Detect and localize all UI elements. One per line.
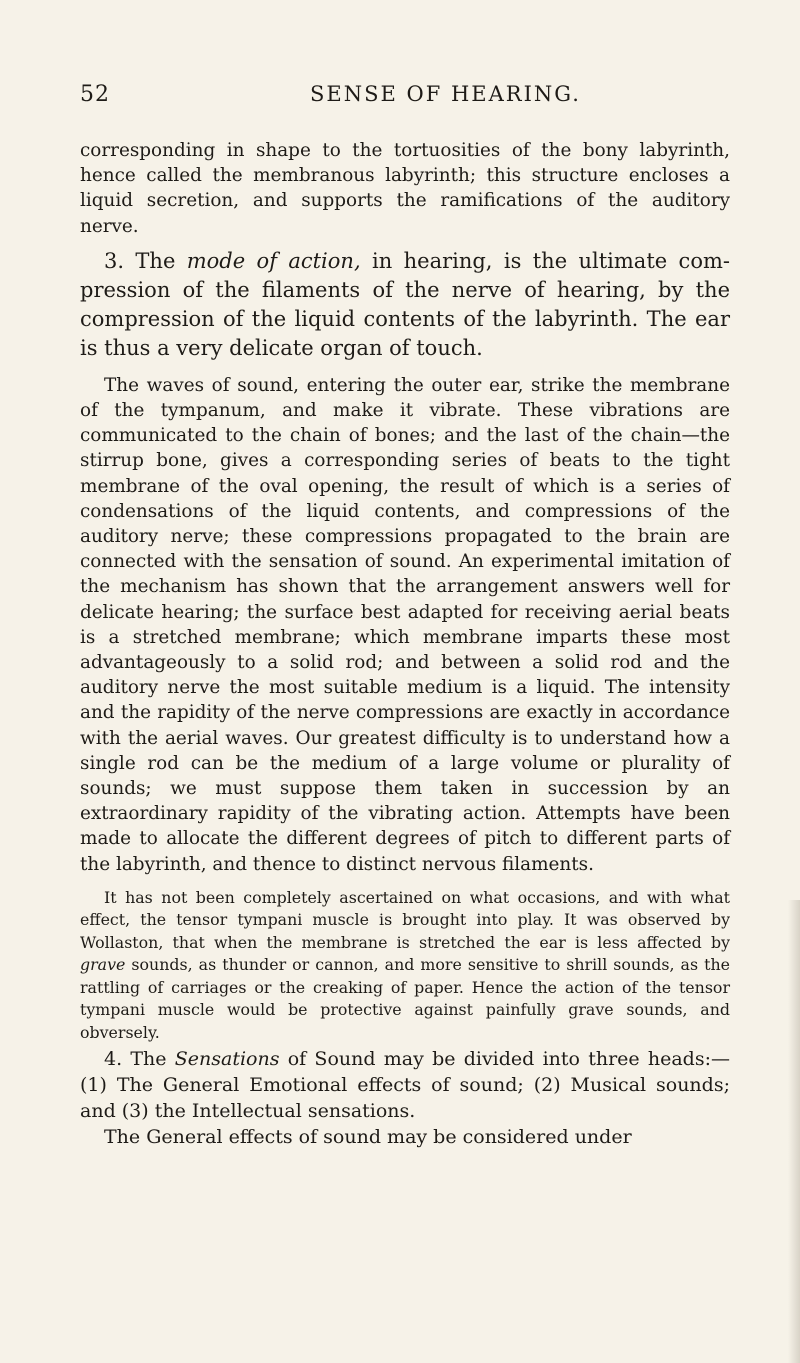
sensations-italic: Sensations xyxy=(174,1048,280,1071)
paragraph-general-effects: The General effects of sound may be considered under xyxy=(104,1126,632,1149)
paragraph-tensor-tympani xyxy=(80,887,730,1045)
page-edge-shadow xyxy=(788,900,800,1363)
paragraph-mode-of-action-prefix: 3. The xyxy=(104,248,187,273)
running-head: SENSE OF HEARING. xyxy=(310,82,581,106)
grave-italic: grave xyxy=(80,955,126,975)
paragraph-membranous-labyrinth: corresponding in shape to the tortuosities of the bony labyrinth, hence called the membranous labyrinth; this structure encloses a liquid secretion, and supports the ramifications of the auditory nerve. xyxy=(80,140,730,237)
paragraph-sensations-text: of Sound may be divided into three heads:—(1) The General Emotional effects of sound; (2) Musical sounds; and (3) the Intellectual sensations. xyxy=(80,1048,730,1123)
paragraph-tensor-tympani-a: It has not been completely ascertained on what occasions, and with what effect, the tensor tympani muscle is brought into play. It was observed by Wollaston, that when the membrane is stretched the ear is less affected by xyxy=(80,887,730,952)
paragraph-tensor-tympani-b: sounds, as thunder or cannon, and more sensitive to shrill sounds, as the rattling of carriages or the creaking of paper. Hence the action of the tensor tympani muscle would be protective against painfully grave sounds, and obversely. xyxy=(80,955,730,1042)
paragraph-waves-of-sound: The waves of sound, entering the outer ear, strike the membrane of the tympanum, and make it vibrate. These vibrations are communicated to the chain of bones; and the last of the chain—the stirrup bone, gives a corresponding series of beats to the tight membrane of the oval opening, the result of which is a series of condensations of the liquid contents, and compressions of the auditory nerve; these compressions propagated to the brain are connected with the sensation of sound. An experimental imitation of the mechanism has shown that the arrangement answers well for delicate hearing; the surface best adapted for receiving aerial beats is a stretched membrane; which membrane imparts these most advantageously to a solid rod; and between a solid rod and the auditory nerve the most suitable medium is a liquid. The intensity and the rapidity of the nerve compressions are exactly in accordance with the aerial waves. Our greatest difficulty is to understand how a single rod can be the medium of a large volume or plurality of sounds; we must suppose them taken in succession by an extraordinary rapidity of the vibrating action. Attempts have been made to allocate the different degrees of pitch to different parts of the labyrinth, and thence to distinct nervous filaments. xyxy=(80,374,730,875)
paragraph-mode-of-action xyxy=(80,247,730,363)
page-header xyxy=(80,82,725,112)
mode-of-action-italic: mode of action, xyxy=(186,248,361,273)
page-number: 52 xyxy=(80,82,110,107)
paragraph-sensations-of-sound xyxy=(80,1046,730,1124)
paragraph-mode-of-action-text: in hearing, is the ultimate compression of the filaments of the nerve of hearing, by the compression of the liquid contents of the labyrinth. The ear is thus a very delicate organ of touch. xyxy=(80,248,730,360)
paragraph-sensations-prefix: 4. The xyxy=(104,1048,175,1071)
page-body xyxy=(80,138,730,1150)
